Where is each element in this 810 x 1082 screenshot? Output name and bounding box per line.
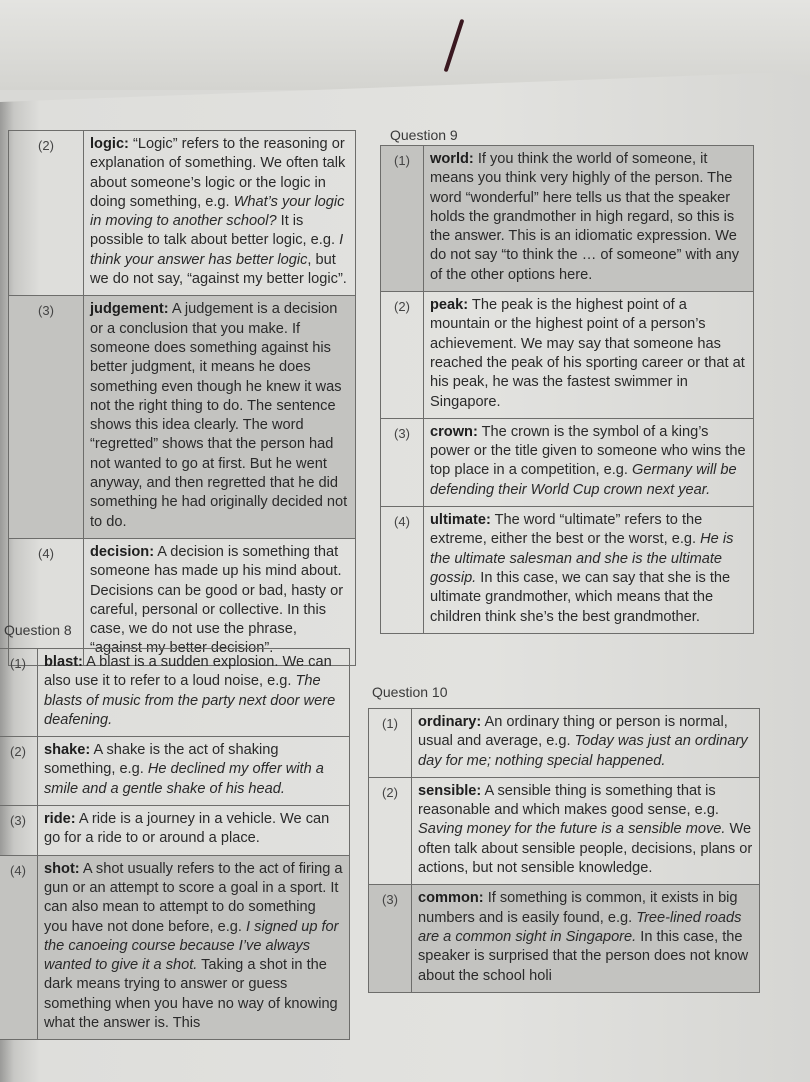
answer-explanation bbox=[84, 131, 356, 296]
explanation-text: We often talk about sensible people, decisions, plans or actions, but not sensible knowledge. bbox=[418, 821, 753, 877]
answer-number: (3) bbox=[381, 418, 424, 506]
answer-term: ultimate: bbox=[430, 512, 491, 529]
answer-number: (3) bbox=[0, 806, 38, 856]
explanation-text: , but we do not say, “against my better logic”. bbox=[90, 251, 347, 288]
example-text: The blasts of music from the party next door were deafening. bbox=[44, 673, 336, 728]
answer-explanation bbox=[38, 806, 350, 856]
answer-term: sensible: bbox=[418, 782, 482, 799]
answer-row bbox=[9, 296, 356, 539]
answer-term: ride: bbox=[44, 811, 76, 828]
answer-explanation bbox=[412, 709, 760, 778]
example-text: What’s your logic in moving to another school? bbox=[90, 193, 345, 230]
answer-term: crown: bbox=[430, 423, 478, 440]
example-text: Germany will be defending their World Cup crown next year. bbox=[430, 462, 737, 498]
answer-number: (1) bbox=[0, 649, 38, 737]
answer-number: (4) bbox=[381, 507, 424, 634]
answer-explanation bbox=[412, 777, 760, 884]
explanation-text: It is possible to talk about better logic, e.g. bbox=[90, 213, 340, 249]
answer-term: decision: bbox=[90, 543, 155, 560]
answer-number: (1) bbox=[381, 146, 424, 292]
answer-table-question-7 bbox=[8, 130, 356, 666]
answer-explanation bbox=[84, 538, 356, 665]
explanation-text: In this case, we can say that she is the ultimate grandmother, which means that the children think she’s the best grandmother. bbox=[430, 569, 731, 625]
answer-explanation bbox=[424, 292, 754, 419]
explanation-text: A blast is a sudden explosion. We can also use it to refer to a loud noise, e.g. bbox=[44, 654, 332, 690]
explanation-text: A shake is the act of shaking something, e.g. bbox=[44, 742, 279, 778]
explanation-text: Taking a shot in the dark means trying to answer or guess something when you have no way of knowing what the answer is. This bbox=[44, 957, 338, 1032]
explanation-text: The crown is the symbol of a king’s power or the title given to someone who wins the top place in a competition, e.g. bbox=[430, 423, 746, 479]
example-text: I think your answer has better logic bbox=[90, 232, 344, 268]
answer-explanation bbox=[424, 418, 754, 506]
answer-number: (2) bbox=[0, 737, 38, 806]
answer-row bbox=[9, 538, 356, 665]
answer-row bbox=[369, 777, 760, 884]
answer-number: (4) bbox=[9, 538, 84, 665]
answer-row bbox=[381, 418, 754, 506]
explanation-text: The word “ultimate” refers to the extreme, either the best or the worst, e.g. bbox=[430, 512, 703, 548]
answer-row bbox=[0, 806, 350, 856]
explanation-text: If something is common, it exists in big numbers and is easily found, e.g. bbox=[418, 890, 738, 926]
answer-term: logic: bbox=[90, 136, 129, 152]
answer-row bbox=[369, 885, 760, 992]
answer-number: (2) bbox=[381, 292, 424, 419]
answer-term: shake: bbox=[44, 742, 91, 759]
answer-number: (1) bbox=[369, 709, 412, 778]
explanation-text: If you think the world of someone, it means you think very highly of the person. The word “wonderful” here tells us that the speaker holds the grandmother in high regard, so this is the answer. This is an idiomatic expression. We do not say “to think the … of someone” with any of the other options here. bbox=[430, 151, 740, 283]
explanation-text: A shot usually refers to the act of firing a gun or an attempt to score a goal in a sport. It can also mean to attempt to do something you have not done before, e.g. bbox=[44, 860, 343, 935]
answer-number: (2) bbox=[369, 777, 412, 884]
answer-row bbox=[381, 146, 754, 292]
answer-term: common: bbox=[418, 890, 484, 907]
explanation-text: In this case, the speaker is surprised that the person does not know about the school holi bbox=[418, 928, 749, 984]
answer-explanation bbox=[38, 855, 350, 1040]
explanation-text: A judgement is a decision or a conclusion that you make. If someone does something against his better judgment, it means he does something even though he knew it was not the right thing to do. The sentence shows this idea clearly. The word “regretted” shows that the person had not wanted to go at first. But he went anyway, and then regretted that he did something he had originally decided not to do. bbox=[90, 301, 348, 530]
answer-explanation bbox=[424, 146, 754, 292]
answer-table-question-8 bbox=[0, 648, 350, 1040]
example-text: Saving money for the future is a sensible move. bbox=[418, 821, 726, 838]
explanation-text: An ordinary thing or person is normal, usual and average, e.g. bbox=[418, 714, 728, 750]
answer-explanation bbox=[424, 507, 754, 634]
question-8-label: Question 8 bbox=[4, 622, 72, 638]
explanation-text: A decision is something that someone has made up his mind about. Decisions can be good or bad, hasty or careful, personal or collective. In this case, we do not use the phrase, “against my better decision”. bbox=[90, 543, 344, 657]
answer-number: (3) bbox=[9, 296, 84, 539]
answer-row bbox=[0, 649, 350, 737]
answer-table-question-10 bbox=[368, 708, 760, 993]
answer-number: (2) bbox=[9, 131, 84, 296]
example-text: He is the ultimate salesman and she is the ultimate gossip. bbox=[430, 531, 734, 586]
example-text: Today was just an ordinary day for me; nothing special happened. bbox=[418, 733, 748, 769]
answer-row bbox=[381, 292, 754, 419]
example-text: I signed up for the canoeing course because I’ve always wanted to give it a shot. bbox=[44, 918, 339, 974]
answer-number: (3) bbox=[369, 885, 412, 992]
answer-row bbox=[369, 709, 760, 778]
example-text: He declined my offer with a smile and a gentle shake of his head. bbox=[44, 761, 324, 797]
answer-explanation bbox=[38, 649, 350, 737]
question-9-label: Question 9 bbox=[390, 127, 458, 143]
answer-explanation bbox=[38, 737, 350, 806]
answer-explanation bbox=[84, 296, 356, 539]
answer-row bbox=[9, 131, 356, 296]
answer-row bbox=[381, 507, 754, 634]
explanation-text: A sensible thing is something that is reasonable and which makes good sense, e.g. bbox=[418, 782, 719, 819]
answer-explanation bbox=[412, 885, 760, 992]
answer-term: blast: bbox=[44, 654, 83, 670]
answer-row bbox=[0, 855, 350, 1040]
example-text: Tree-lined roads are a common sight in Singapore. bbox=[418, 909, 742, 945]
explanation-text: “Logic” refers to the reasoning or explanation of something. We often talk about someone’s logic or the logic in doing something, e.g. bbox=[90, 136, 346, 210]
answer-number: (4) bbox=[0, 855, 38, 1040]
answer-table-question-9 bbox=[380, 145, 754, 634]
answer-term: peak: bbox=[430, 297, 469, 314]
answer-term: shot: bbox=[44, 860, 80, 877]
explanation-text: A ride is a journey in a vehicle. We can go for a ride to or around a place. bbox=[44, 811, 330, 847]
question-10-label: Question 10 bbox=[372, 684, 448, 700]
answer-term: judgement: bbox=[90, 301, 169, 318]
explanation-text: The peak is the highest point of a mountain or the highest point of a person’s achievement. We may say that someone has reached the peak of his sporting career or that at his peak, he was the fastest swimmer in Singapore. bbox=[430, 297, 745, 410]
answer-row bbox=[0, 737, 350, 806]
answer-term: ordinary: bbox=[418, 714, 482, 730]
answer-term: world: bbox=[430, 151, 474, 167]
